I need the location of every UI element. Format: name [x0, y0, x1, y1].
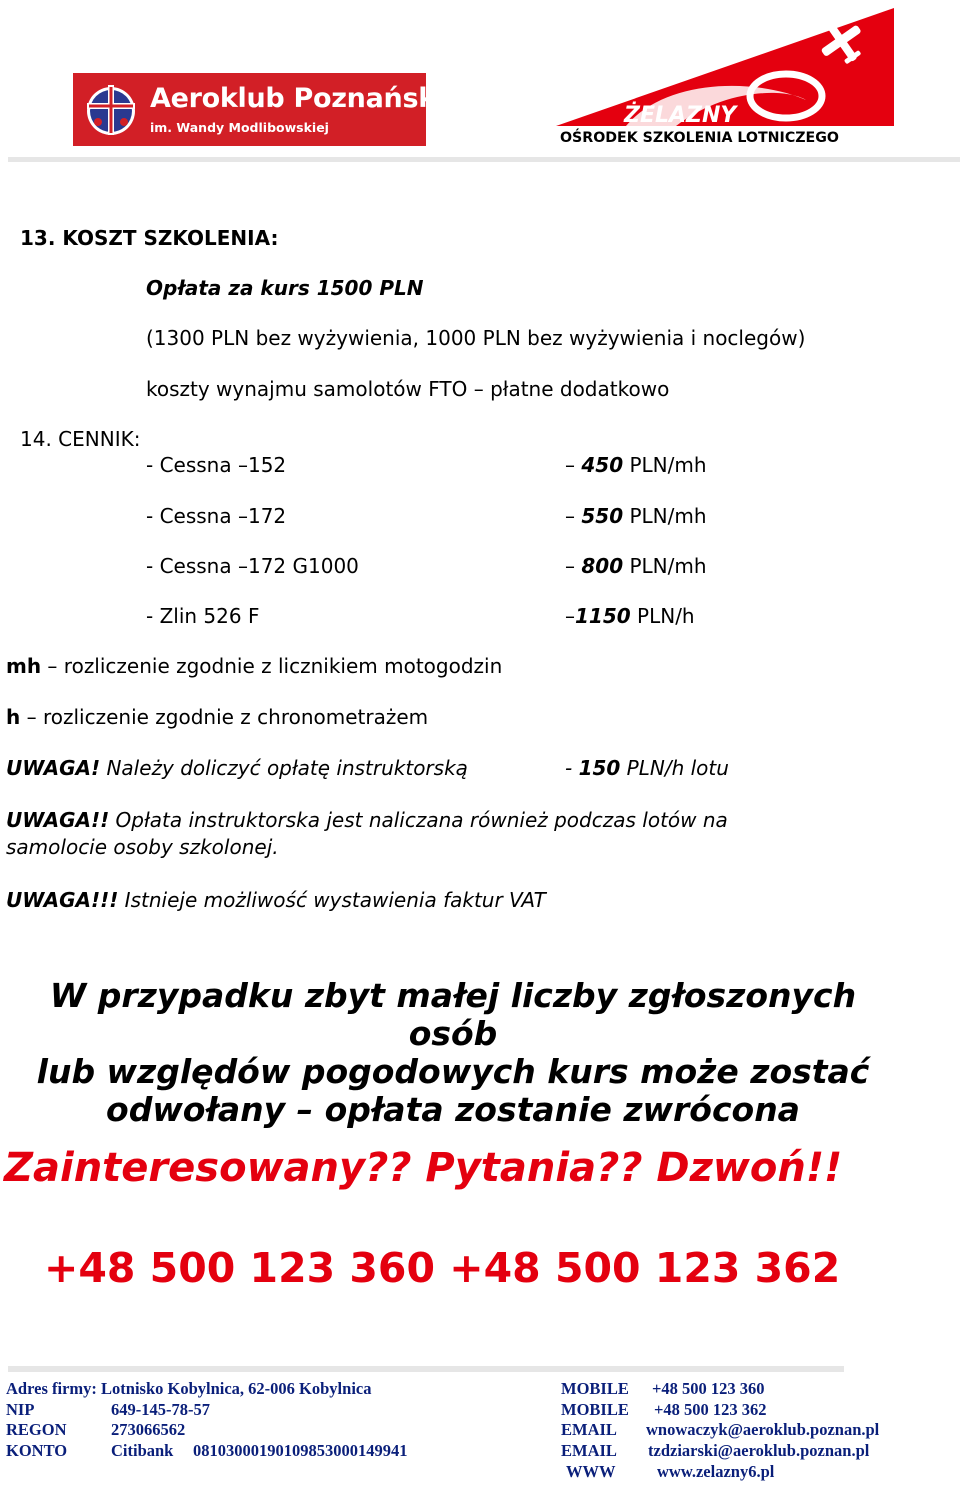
- price-row-plane: - Cessna –172: [146, 504, 287, 528]
- cancellation-line: W przypadku zbyt małej liczby zgłoszonych osób: [49, 976, 857, 1053]
- cancellation-line: odwołany – opłata zostanie zwrócona: [106, 1090, 800, 1129]
- note-instructor-fee-line2: samolocie osoby szkolonej.: [6, 835, 279, 859]
- cancellation-notice: [0, 977, 906, 1129]
- footer-regon: 273066562: [111, 1420, 186, 1439]
- aeroklub-logo-title: Aeroklub Poznański: [150, 83, 445, 114]
- cancellation-line: lub względów pogodowych kurs może zostać: [36, 1052, 870, 1091]
- section-14-heading: 14. CENNIK:: [20, 427, 141, 451]
- note-instructor-price: - 150 PLN/h lotu: [565, 756, 729, 780]
- aeroklub-poznanski-logo: [73, 73, 445, 146]
- zelazny-brand-text: ŻELAZNY: [624, 103, 737, 128]
- footer-email-label: EMAIL: [561, 1441, 617, 1460]
- header-divider: [8, 157, 960, 162]
- aeroklub-logo-subtitle: im. Wandy Modlibowskiej: [150, 120, 329, 135]
- note-instructor-fee-student-plane: UWAGA!! Opłata instruktorska jest naliczana również podczas lotów na: [6, 808, 728, 832]
- price-row-value: – 550 PLN/mh: [565, 504, 707, 528]
- zelazny-logo: [556, 8, 894, 148]
- plane-rental-note: koszty wynajmu samolotów FTO – płatne dodatkowo: [146, 377, 670, 401]
- footer-www-label: WWW: [566, 1462, 616, 1481]
- footer-mobile-2[interactable]: +48 500 123 362: [654, 1400, 767, 1419]
- course-fee-variants: (1300 PLN bez wyżywienia, 1000 PLN bez wyżywienia i noclegów): [146, 326, 806, 350]
- footer-address: Adres firmy: Lotnisko Kobylnica, 62-006 Kobylnica: [6, 1379, 372, 1398]
- footer-email-1[interactable]: wnowaczyk@aeroklub.poznan.pl: [646, 1420, 880, 1439]
- footer-regon-label: REGON: [6, 1420, 67, 1439]
- legend-mh: mh – rozliczenie zgodnie z licznikiem motogodzin: [6, 654, 503, 678]
- footer-mobile-label: MOBILE: [561, 1400, 629, 1419]
- footer-nip-label: NIP: [6, 1400, 35, 1419]
- footer-website-link[interactable]: www.zelazny6.pl: [657, 1462, 775, 1481]
- price-row-plane: - Cessna –152: [146, 453, 287, 477]
- footer-konto-label: KONTO: [6, 1441, 68, 1460]
- footer-mobile-1[interactable]: +48 500 123 360: [652, 1379, 765, 1398]
- section-13-heading: 13. KOSZT SZKOLENIA:: [20, 226, 279, 250]
- contact-phone-numbers[interactable]: +48 500 123 360 +48 500 123 362: [44, 1244, 841, 1292]
- call-to-action: Zainteresowany?? Pytania?? Dzwoń!!: [4, 1145, 843, 1191]
- price-row-value: – 800 PLN/mh: [565, 554, 707, 578]
- footer-email-2[interactable]: tzdziarski@aeroklub.poznan.pl: [648, 1441, 870, 1460]
- footer-account-number: 08103000190109853000149941: [193, 1441, 408, 1460]
- footer-email-label: EMAIL: [561, 1420, 617, 1439]
- legend-h: h – rozliczenie zgodnie z chronometrażem: [6, 705, 429, 729]
- note-instructor-fee: UWAGA! Należy doliczyć opłatę instruktorską: [6, 756, 468, 780]
- course-fee: Opłata za kurs 1500 PLN: [146, 276, 424, 300]
- price-row-plane: - Cessna –172 G1000: [146, 554, 359, 578]
- footer-mobile-label: MOBILE: [561, 1379, 629, 1398]
- price-row-value: – 450 PLN/mh: [565, 453, 707, 477]
- zelazny-tagline: OŚRODEK SZKOLENIA LOTNICZEGO: [560, 130, 839, 146]
- price-row-value: –1150 PLN/h: [565, 604, 695, 628]
- aeroklub-emblem-icon: [83, 81, 139, 137]
- note-vat-invoice: UWAGA!!! Istnieje możliwość wystawienia faktur VAT: [6, 888, 546, 912]
- footer-divider: [8, 1366, 844, 1372]
- footer-nip: 649-145-78-57: [111, 1400, 210, 1419]
- footer-konto-bank: Citibank: [111, 1441, 174, 1460]
- price-row-plane: - Zlin 526 F: [146, 604, 260, 628]
